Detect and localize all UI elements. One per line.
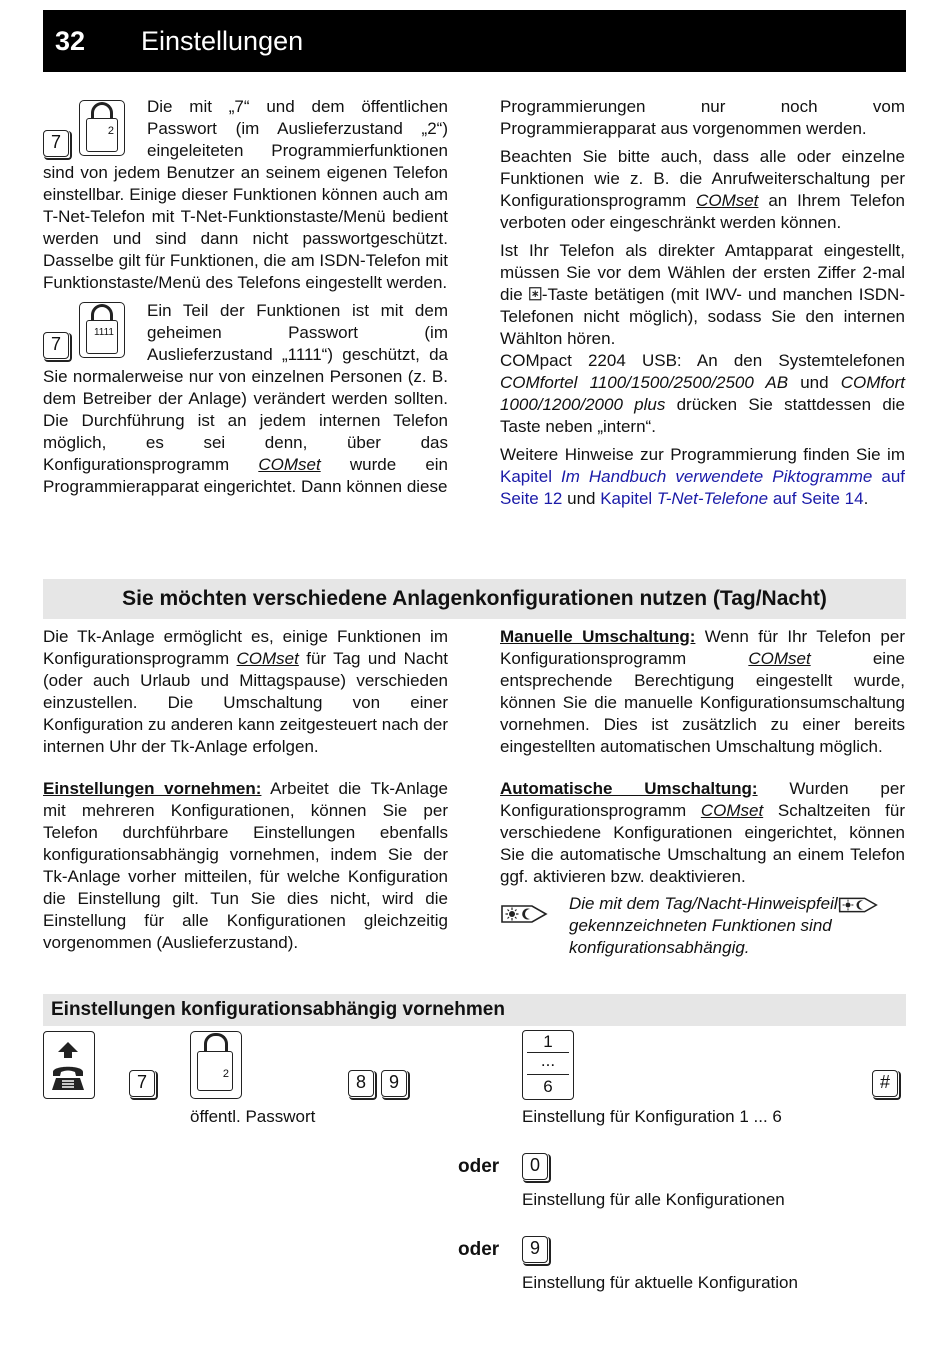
config-number-top: 1 [527,1031,569,1053]
paragraph [43,626,448,758]
paragraph-text: Wenn für Ihr Telefon per Konfigurationsprogramm [500,627,905,668]
paragraph-public-password [43,96,448,294]
paragraph [500,626,905,758]
paragraph [500,240,905,350]
lock-digit: 2 [197,1051,233,1091]
paragraph [500,350,905,438]
paragraph-text: Die mit „7“ und dem öffentlichen Passwort (im Auslieferzustand „2“) eingeleiteten Programmierfunktionen sind von jedem Benutzer an seinem eigenen Telefon einstellbar. Einige dieser Funktionen können auch am T-Net-Telefon mit T-Net-Funktionstaste/Menü bedient werden und sind dann nicht passwortgeschützt. Dasselbe gilt für Funktionen, die am ISDN-Telefon mit Funktionstaste/Menü des Telefons eingestellt werden. [43,97,448,292]
key-0-icon: 0 [522,1153,548,1180]
section1-right-column [500,626,905,894]
paragraph-text: Arbeitet die Tk-Anlage mit mehreren Konfigurationen, können Sie per Telefon durchführbare Einstellungen ebenfalls konfigurationsabhängig vornehmen, indem Sie der Tk-Anlage vorher mitteilen, für welche Konfiguration die Einstellung gilt. Tun Sie dies nicht, wird die Einstellung für alle Konfigurationen gleichzeitig vorgenommen (Auslieferzustand). [43,779,448,952]
paragraph-text: Ist Ihr Telefon als direkter Amtapparat eingestellt, müssen Sie vor dem Wählen der ersten Ziffer 2-mal die [500,241,905,304]
note-text: Die mit dem Tag/Nacht-Hinweispfeil [569,894,838,913]
handset-lift-icon [43,1031,95,1099]
hash-key-icon: # [872,1070,898,1097]
model-name: COMfort 1000/1200/2000 plus [500,373,905,414]
label-config-1-6: Einstellung für Konfiguration 1 ... 6 [522,1107,782,1126]
subheading-einstellungen: Einstellungen vornehmen: [43,779,262,798]
link-piktogramme[interactable]: Kapitel Im Handbuch verwendete Piktogramme auf Seite 12 [500,467,906,508]
key-7-icon: 7 [129,1070,155,1097]
subheading-automatische: Automatische Umschaltung: [500,779,758,798]
paragraph [500,146,905,234]
section-heading-procedure: Einstellungen konfigurationsabhängig vornehmen [43,994,906,1026]
key-9-icon: 9 [522,1236,548,1263]
paragraph-text: Die Tk-Anlage ermöglicht es, einige Funktionen im Konfigurationsprogramm [43,627,448,668]
day-night-inline-icon [838,895,878,915]
paragraph-text: Weitere Hinweise zur Programmierung finden Sie im [500,445,905,464]
paragraph-text: -Taste betätigen (mit IWV- und manchen ISDN-Telefonen nicht möglich), sodass Sie den internen Wählton hören. [500,285,906,348]
key-7-lock-public-icons [43,96,127,158]
link-tnet-telefone[interactable]: Kapitel T-Net-Telefone auf Seite 14 [600,489,864,508]
paragraph-text: drücken Sie stattdessen die Taste neben „intern“. [500,395,906,436]
paragraph [500,778,905,888]
config-note [569,893,909,959]
paragraph-text: COMpact 2204 USB: An den Systemtelefonen [500,351,905,370]
lock-digit: 2 [86,118,118,152]
comset-term: COMset [236,649,299,668]
lock-phone-icon [79,302,125,358]
paragraph-text: eine entsprechende Berechtigung eingestellt wurde, können Sie die manuelle Konfigurationsumschaltung vornehmen. Dies ist zusätzlich zu einer bereits eingestellten automatischen Umschaltung möglich. [500,649,905,756]
paragraph-text: Beachten Sie bitte auch, dass alle oder einzelne Funktionen wie z. B. die Anrufweiterschaltung per Konfigurationsprogramm [500,147,905,210]
label-all-configs: Einstellung für alle Konfigurationen [522,1190,785,1209]
comset-term: COMset [696,191,759,210]
star-key-icon [529,287,542,301]
paragraph-text: für Tag und Nacht (oder auch Urlaub und Mittagspause) verschieden einzustellen. Die Umschaltung von einer Konfiguration zu anderen kann zeitgesteuert nach der internen Uhr der Tk-Anlage erfolgen. [43,649,449,756]
comset-term: COMset [700,801,764,820]
key-8-icon: 8 [348,1070,374,1097]
lock-phone-icon [190,1031,242,1099]
key-9-icon: 9 [381,1070,407,1097]
paragraph [43,778,448,954]
top-left-column [43,96,448,504]
paragraph-text: und [788,373,841,392]
lock-phone-icon [79,100,125,156]
paragraph-text: Wurden per Konfigurationsprogramm [500,779,905,820]
config-number-mid: ... [527,1053,569,1075]
section-heading-configurations: Sie möchten verschiedene Anlagenkonfigurationen nutzen (Tag/Nacht) [43,579,906,619]
key-7-icon: 7 [43,130,69,157]
key-7-lock-secret-icons [43,300,127,362]
config-number-key-icon [522,1030,574,1100]
page-title: Einstellungen [141,26,304,56]
paragraph [500,444,905,510]
comset-term: COMset [258,455,321,474]
comset-term: COMset [748,649,811,668]
label-public-password: öffentl. Passwort [190,1107,316,1126]
paragraph-text: wurde ein Programmierapparat eingerichtet. Dann können diese [43,455,449,496]
day-night-arrow-icon [500,902,548,926]
paragraph-text: Schaltzeiten für verschiedene Konfigurationen eingerichtet, können Sie die automatische Umschaltung an einem Telefon ggf. aktivieren bzw. deaktivieren. [500,801,905,886]
paragraph-secret-password [43,300,448,498]
label-current-config: Einstellung für aktuelle Konfiguration [522,1273,798,1292]
paragraph-text: und [562,489,601,508]
oder-label: oder [458,1156,500,1177]
config-number-bottom: 6 [543,1077,553,1096]
note-text: gekennzeichneten Funktionen sind konfigurationsabhängig. [569,916,832,957]
paragraph-text: Ein Teil der Funktionen ist mit dem geheimen Passwort (im Auslieferzustand „1111“) geschützt, da Sie normalerweise nur von einzelnen Personen (z. B. dem Betreiber der Anlage) verändert werden sollten. Die Durchführung ist an jedem internen Telefon möglich, es sei denn, über das Konfigurationsprogramm [43,301,448,474]
model-name: COMfortel 1100/1500/2500/2500 AB [500,373,789,392]
oder-label: oder [458,1239,500,1260]
page-header [43,10,906,72]
paragraph: Programmierungen nur noch vom Programmierapparat aus vorgenommen werden. [500,97,905,138]
subheading-manuelle: Manuelle Umschaltung: [500,627,696,646]
paragraph-text: . [863,489,869,508]
paragraph-text: an Ihrem Telefon verboten oder eingeschränkt werden können. [500,191,906,232]
lock-digit: 1111 [86,320,118,354]
page-number: 32 [55,26,86,56]
section1-left-column [43,626,448,960]
top-right-column [500,96,905,516]
key-7-icon: 7 [43,332,69,359]
